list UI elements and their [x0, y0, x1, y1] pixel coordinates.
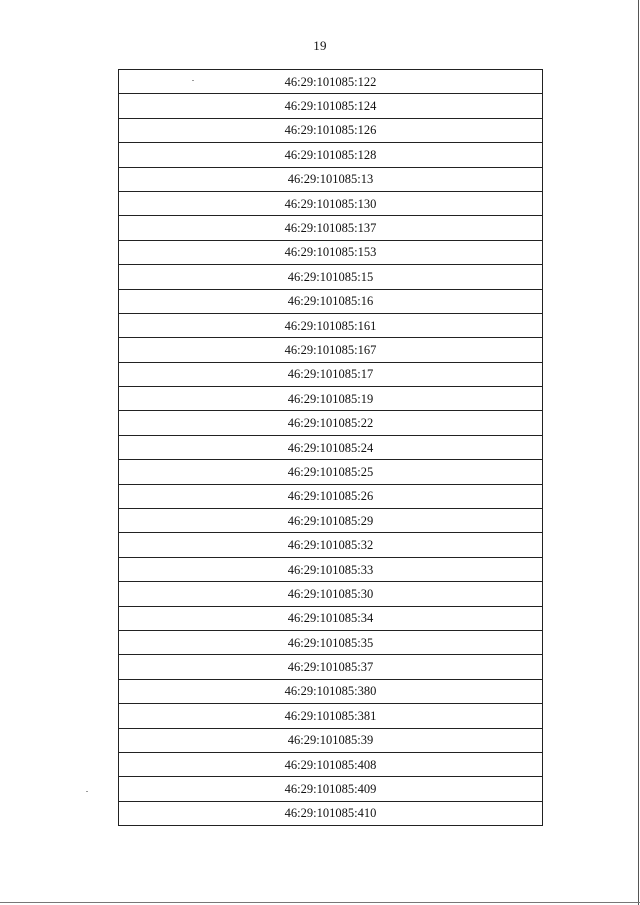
table-row: [119, 387, 543, 411]
cadastral-number-cell: 46:29:101085:35: [119, 630, 543, 654]
cadastral-number-table: [118, 69, 543, 826]
table-row: [119, 484, 543, 508]
table-row: [119, 216, 543, 240]
cadastral-number-cell: 46:29:101085:24: [119, 435, 543, 459]
cadastral-number-cell: 46:29:101085:15: [119, 265, 543, 289]
cadastral-number-cell: 46:29:101085:30: [119, 582, 543, 606]
cadastral-number-cell: 46:29:101085:161: [119, 313, 543, 337]
cadastral-number-cell: 46:29:101085:17: [119, 362, 543, 386]
scan-speck: [192, 80, 194, 81]
table-row: [119, 533, 543, 557]
table-row: [119, 752, 543, 776]
page-edge-bottom: [0, 902, 640, 903]
table-row: [119, 777, 543, 801]
table-row: [119, 582, 543, 606]
table-row: [119, 167, 543, 191]
table-row: [119, 460, 543, 484]
cadastral-number-cell: 46:29:101085:130: [119, 191, 543, 215]
table-row: [119, 557, 543, 581]
table-row: [119, 289, 543, 313]
cadastral-number-cell: 46:29:101085:128: [119, 143, 543, 167]
table-row: [119, 118, 543, 142]
table-row: [119, 240, 543, 264]
table-row: [119, 411, 543, 435]
cadastral-number-cell: 46:29:101085:13: [119, 167, 543, 191]
cadastral-number-cell: 46:29:101085:381: [119, 704, 543, 728]
table-row: [119, 630, 543, 654]
cadastral-number-cell: 46:29:101085:153: [119, 240, 543, 264]
cadastral-number-cell: 46:29:101085:124: [119, 94, 543, 118]
cadastral-number-cell: 46:29:101085:25: [119, 460, 543, 484]
cadastral-number-cell: 46:29:101085:410: [119, 801, 543, 825]
table-row: [119, 265, 543, 289]
table-row: [119, 362, 543, 386]
cadastral-number-cell: 46:29:101085:19: [119, 387, 543, 411]
table-row: [119, 679, 543, 703]
cadastral-number-cell: 46:29:101085:409: [119, 777, 543, 801]
table-row: [119, 338, 543, 362]
table-body: [119, 70, 543, 826]
cadastral-number-cell: 46:29:101085:34: [119, 606, 543, 630]
table-row: [119, 801, 543, 825]
cadastral-number-cell: 46:29:101085:167: [119, 338, 543, 362]
table-row: [119, 70, 543, 94]
cadastral-number-cell: 46:29:101085:380: [119, 679, 543, 703]
cadastral-number-cell: 46:29:101085:408: [119, 752, 543, 776]
table-row: [119, 143, 543, 167]
table-row: [119, 606, 543, 630]
page-edge-right: [638, 0, 639, 905]
table-row: [119, 704, 543, 728]
table-row: [119, 435, 543, 459]
cadastral-number-cell: 46:29:101085:33: [119, 557, 543, 581]
table-row: [119, 313, 543, 337]
scan-speck: [86, 791, 88, 792]
table-row: [119, 728, 543, 752]
cadastral-number-cell: 46:29:101085:29: [119, 509, 543, 533]
cadastral-number-cell: 46:29:101085:16: [119, 289, 543, 313]
table-row: [119, 191, 543, 215]
cadastral-number-cell: 46:29:101085:39: [119, 728, 543, 752]
cadastral-number-cell: 46:29:101085:126: [119, 118, 543, 142]
page-number: 19: [313, 38, 327, 53]
table-row: [119, 509, 543, 533]
cadastral-number-cell: 46:29:101085:137: [119, 216, 543, 240]
cadastral-number-cell: 46:29:101085:26: [119, 484, 543, 508]
cadastral-number-cell: 46:29:101085:22: [119, 411, 543, 435]
cadastral-number-cell: 46:29:101085:122: [119, 70, 543, 94]
cadastral-number-cell: 46:29:101085:37: [119, 655, 543, 679]
cadastral-number-cell: 46:29:101085:32: [119, 533, 543, 557]
table-row: [119, 94, 543, 118]
table-row: [119, 655, 543, 679]
